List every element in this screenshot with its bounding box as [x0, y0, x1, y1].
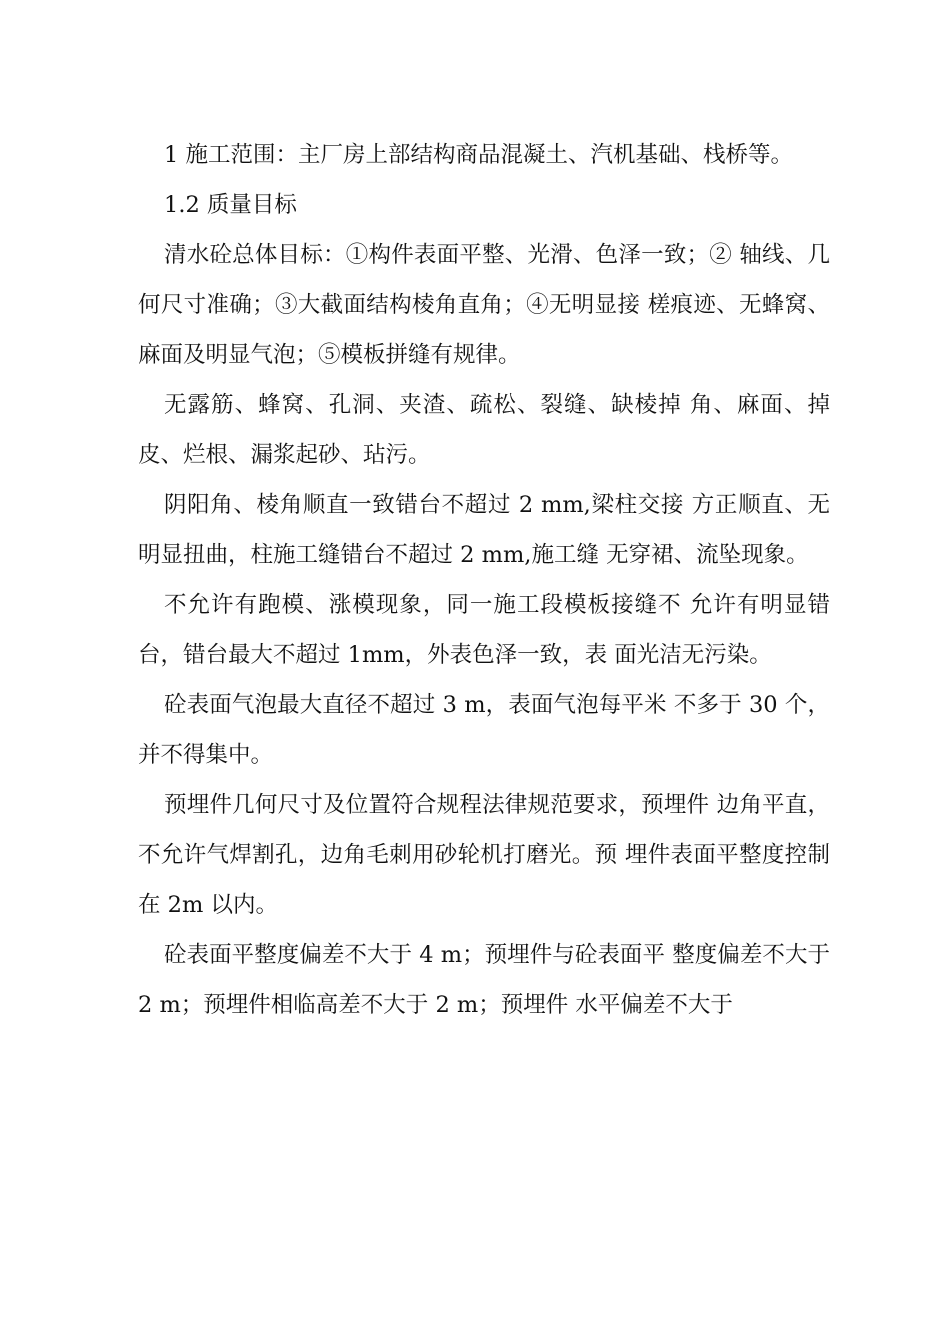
paragraph-flatness: 砼表面平整度偏差不大于 4 m；预埋件与砼表面平 整度偏差不大于 2 m；预埋件相临高差不大于 2 m；预埋件 水平偏差不大于: [138, 942, 830, 1018]
paragraph-corners: 阴阳角、棱角顺直一致错台不超过 2 mm,梁柱交接 方正顺直、无明显扭曲，柱施工缝错台不超过 2 mm,施工缝 无穿裙、流坠现象。: [138, 492, 830, 568]
paragraph-scope: 1 施工范围：主厂房上部结构商品混凝土、汽机基础、栈桥等。: [164, 142, 793, 168]
paragraph-formwork: 不允许有跑模、涨模现象，同一施工段模板接缝不 允许有明显错台，错台最大不超过 1mm，外表色泽一致，表 面光洁无污染。: [138, 592, 830, 668]
paragraph-no-defects: 无露筋、蜂窝、孔洞、夹渣、疏松、裂缝、缺棱掉 角、麻面、掉皮、烂根、漏浆起砂、玷污。: [138, 392, 830, 468]
document-body: [138, 130, 830, 1030]
heading-quality-target: 1.2 质量目标: [164, 192, 297, 218]
paragraph-embedded-parts: 预埋件几何尺寸及位置符合规程法律规范要求，预埋件 边角平直，不允许气焊割孔，边角毛刺用砂轮机打磨光。预 埋件表面平整度控制在 2m 以内。: [138, 792, 830, 918]
paragraph-bubbles: 砼表面气泡最大直径不超过 3 m，表面气泡每平米 不多于 30 个，并不得集中。: [138, 692, 830, 768]
paragraph-overall-target: 清水砼总体目标：①构件表面平整、光滑、色泽一致；② 轴线、几何尺寸准确；③大截面结构棱角直角；④无明显接 槎痕迹、无蜂窝、麻面及明显气泡；⑤模板拼缝有规律。: [138, 242, 830, 368]
